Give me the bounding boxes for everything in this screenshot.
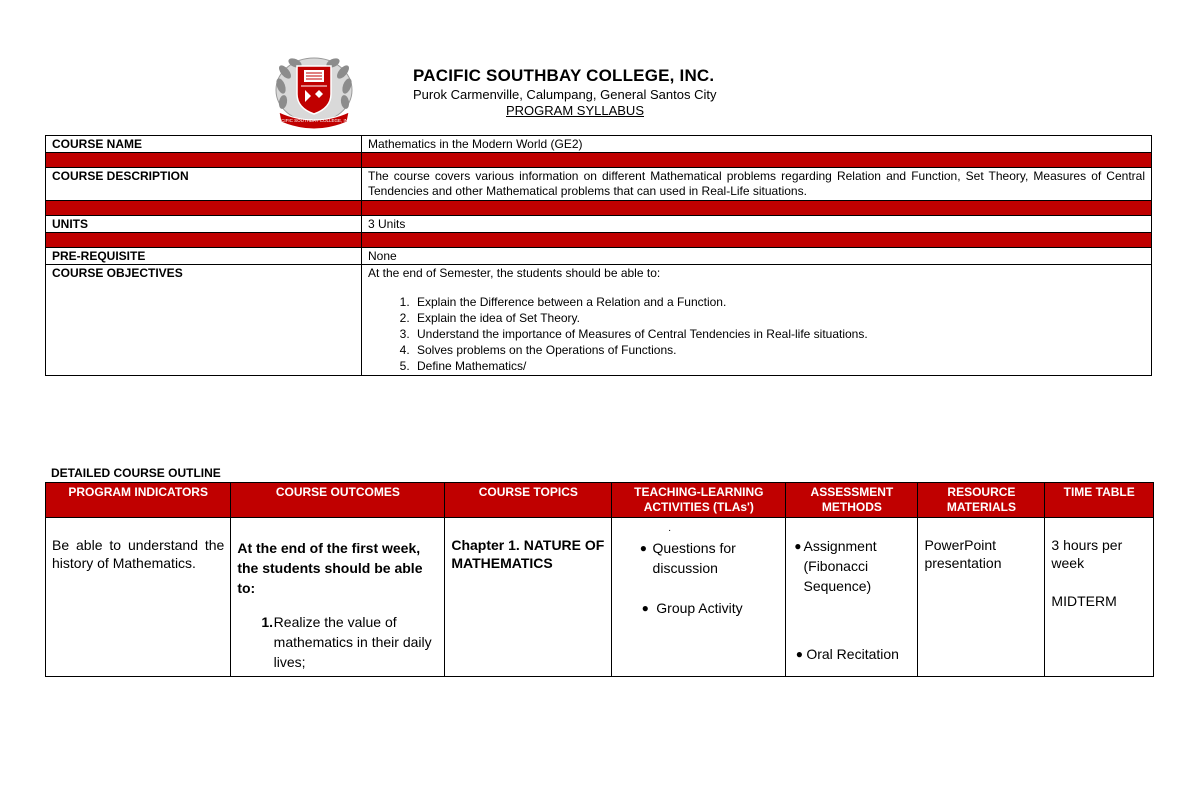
assessment-cell [786, 518, 918, 677]
column-header: TEACHING-LEARNING ACTIVITIES (TLAs') [612, 483, 786, 518]
resource-cell: PowerPoint presentation [918, 518, 1045, 677]
divider-row [46, 233, 1152, 248]
outline-header-row [46, 483, 1154, 518]
bullet-icon: ● [639, 541, 648, 555]
document-header [0, 56, 1200, 126]
list-item: 4. Solves problems on the Operations of Functions. [413, 342, 1145, 358]
assessment-text: Oral Recitation [806, 646, 899, 662]
units-value: 3 Units [362, 216, 1152, 233]
tla-cell [612, 518, 786, 677]
term-label: MIDTERM [1051, 593, 1117, 609]
outcome-item [237, 612, 438, 672]
course-name-value: Mathematics in the Modern World (GE2) [362, 136, 1152, 153]
prerequisite-row [46, 248, 1152, 265]
course-description-label: COURSE DESCRIPTION [46, 168, 362, 201]
course-name-row [46, 136, 1152, 153]
assessment-list [792, 536, 911, 596]
column-header: ASSESSMENT METHODS [786, 483, 918, 518]
outline-title: DETAILED COURSE OUTLINE [51, 466, 221, 480]
program-indicator-cell: Be able to understand the history of Mathematics. [46, 518, 231, 677]
units-row [46, 216, 1152, 233]
course-outline-table [45, 482, 1154, 677]
bullet-icon: ● [795, 647, 803, 661]
column-header: COURSE OUTCOMES [231, 483, 445, 518]
units-label: UNITS [46, 216, 362, 233]
tla-marker: . [668, 523, 672, 534]
course-info-table [45, 135, 1152, 376]
bullet-icon: ● [641, 601, 649, 615]
column-header: COURSE TOPICS [445, 483, 612, 518]
objectives-label: COURSE OBJECTIVES [46, 265, 362, 376]
college-seal-logo [273, 56, 355, 130]
list-item: 1. Explain the Difference between a Relation and a Function. [413, 294, 1145, 310]
list-item: 2. Explain the idea of Set Theory. [413, 310, 1145, 326]
college-address: Purok Carmenville, Calumpang, General Santos City [413, 87, 717, 102]
list-item [634, 598, 779, 618]
assessment-text: Assignment (Fibonacci Sequence) [803, 538, 877, 594]
prerequisite-value: None [362, 248, 1152, 265]
objectives-intro: At the end of Semester, the students should be able to: [368, 266, 661, 280]
column-header: TIME TABLE [1045, 483, 1154, 518]
course-name-label: COURSE NAME [46, 136, 362, 153]
time-allotment: 3 hours per week [1051, 537, 1123, 571]
course-outcomes-cell [231, 518, 445, 677]
list-item: 5. Define Mathematics/ [413, 358, 1145, 374]
column-header: RESOURCE MATERIALS [918, 483, 1045, 518]
divider-row [46, 153, 1152, 168]
course-description-row [46, 168, 1152, 201]
list-item [792, 644, 911, 664]
bullet-icon: ● [794, 539, 802, 553]
course-topic-cell: Chapter 1. NATURE OF MATHEMATICS [445, 518, 612, 677]
spacer [618, 578, 779, 598]
tla-list [618, 598, 779, 618]
divider-row [46, 201, 1152, 216]
outcome-number: 1. [261, 614, 274, 630]
table-row [46, 518, 1154, 677]
course-description-value: The course covers various information on different Mathematical problems regarding Relation and Function, Set Theory, Measures of Central Tendencies and other Mathematical problems that can used in Real-Life situations. [362, 168, 1152, 201]
prerequisite-label: PRE-REQUISITE [46, 248, 362, 265]
list-item [792, 536, 911, 596]
list-item [634, 538, 779, 578]
column-header: PROGRAM INDICATORS [46, 483, 231, 518]
tla-text: Group Activity [656, 600, 743, 616]
tla-list [618, 538, 779, 578]
document-type: PROGRAM SYLLABUS [506, 103, 644, 118]
objectives-value [362, 265, 1152, 376]
svg-text:PACIFIC SOUTHBAY COLLEGE, INC.: PACIFIC SOUTHBAY COLLEGE, INC. [275, 118, 353, 123]
outcome-text: Realize the value of mathematics in their daily lives; [273, 614, 432, 670]
objectives-row [46, 265, 1152, 376]
timetable-cell [1045, 518, 1154, 677]
objectives-list [368, 294, 1145, 374]
assessment-list [792, 644, 911, 664]
list-item: 3. Understand the importance of Measures of Central Tendencies in Real-life situations. [413, 326, 1145, 342]
tla-text: Questions for discussion [652, 540, 736, 576]
outcome-intro: At the end of the first week, the students should be able to: [237, 540, 423, 596]
college-name: PACIFIC SOUTHBAY COLLEGE, INC. [413, 66, 715, 85]
